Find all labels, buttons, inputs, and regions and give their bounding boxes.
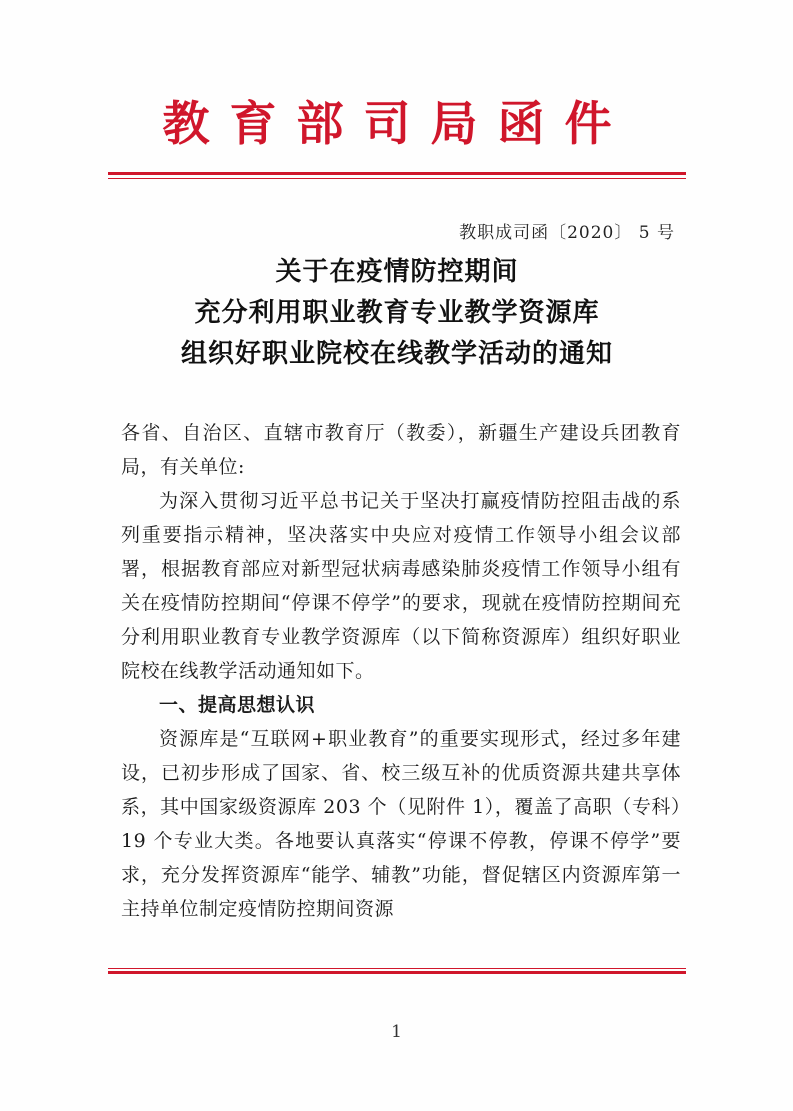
intro-paragraph: 为深入贯彻习近平总书记关于坚决打赢疫情防控阻击战的系列重要指示精神，坚决落实中央应对疫情工作领导小组会议部署，根据教育部应对新型冠状病毒感染肺炎疫情工作领导小组有关在疫情防控期间“停课不停学”的要求，现就在疫情防控期间充分利用职业教育专业教学资源库（以下简称资源库）组织好职业院校在线教学活动通知如下。 <box>121 490 681 682</box>
section-1-heading: 一、提高思想认识 <box>159 694 316 716</box>
section-1-paragraph: 资源库是“互联网+职业教育”的重要实现形式，经过多年建设，已初步形成了国家、省、校三级互补的优质资源共建共享体系，其中国家级资源库 203 个（见附件 1），覆盖了高职（专科）19 个专业大类。各地要认真落实“停课不停教，停课不停学”要求，充分发挥资源库“能学、辅教”功能，督促辖区内资源库第一主持单位制定疫情防控期间资源 <box>121 728 681 920</box>
footer-rule-thin <box>108 968 686 969</box>
title-line-1: 关于在疫情防控期间 <box>275 257 519 287</box>
page-number: 1 <box>391 1022 402 1042</box>
document-number: 教职成司函〔2020〕 5 号 <box>459 223 675 243</box>
title-line-3: 组织好职业院校在线教学活动的通知 <box>180 339 613 369</box>
masthead-rule-thin <box>108 178 686 179</box>
masthead-rule-thick <box>108 172 686 175</box>
document-body <box>121 416 681 926</box>
footer-rule-thick <box>108 971 686 974</box>
title-line-2: 充分利用职业教育专业教学资源库 <box>194 298 600 328</box>
masthead-title: 教育部司局函件 <box>162 97 632 152</box>
salutation: 各省、自治区、直辖市教育厅（教委），新疆生产建设兵团教育局，有关单位: <box>121 422 681 478</box>
document-title <box>108 252 686 375</box>
